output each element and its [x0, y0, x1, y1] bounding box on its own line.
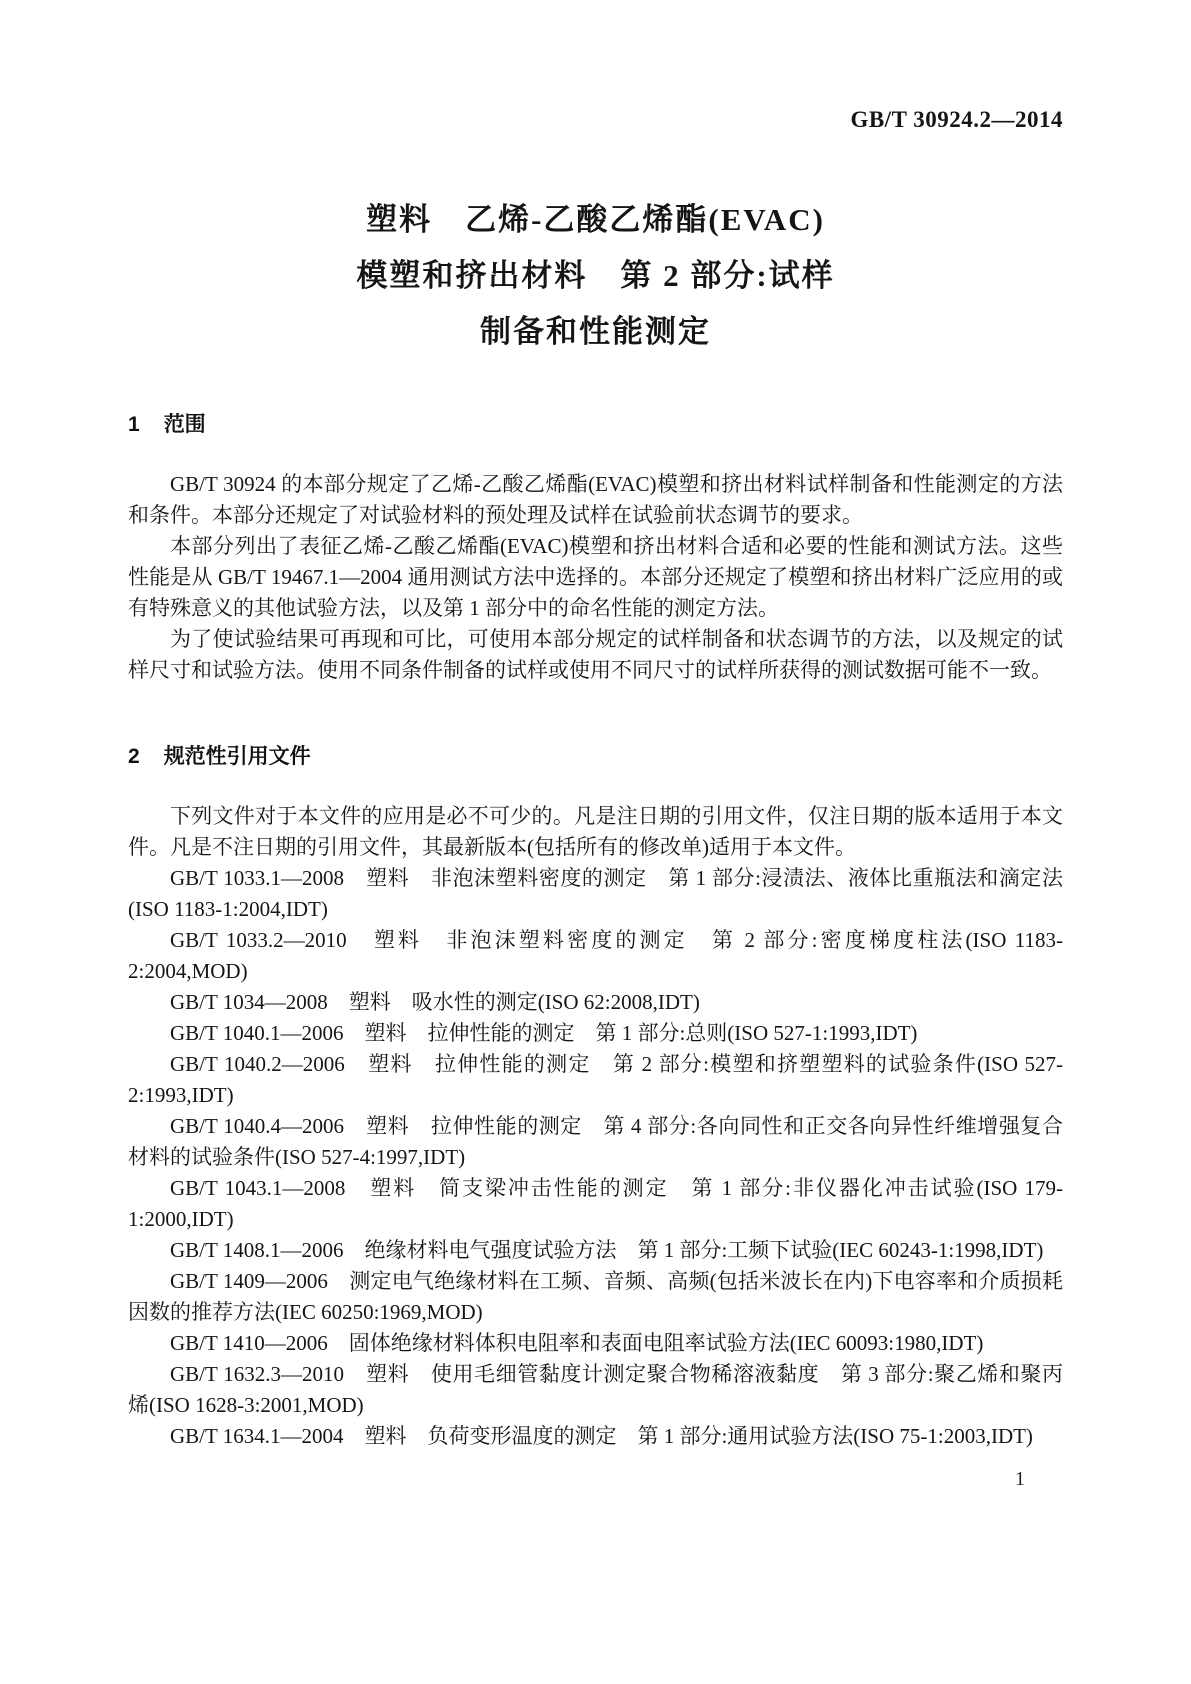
normative-reference: GB/T 1410—2006 固体绝缘材料体积电阻率和表面电阻率试验方法(IEC 60093:1980,IDT) — [170, 1331, 984, 1355]
section-2-intro-paragraph: 下列文件对于本文件的应用是必不可少的。凡是注日期的引用文件，仅注日期的版本适用于本文件。凡是不注日期的引用文件，其最新版本(包括所有的修改单)适用于本文件。 — [128, 804, 1063, 859]
section-2-number: 2 — [128, 745, 140, 768]
page-number: 1 — [1015, 1468, 1025, 1490]
section-1-paragraph: 本部分列出了表征乙烯-乙酸乙烯酯(EVAC)模塑和挤出材料合适和必要的性能和测试方法。这些性能是从 GB/T 19467.1—2004 通用测试方法中选择的。本部分还规定了模塑和挤出材料广泛应用的或有特殊意义的其他试验方法，以及第 1 部分中的命名性能的测定方法。 — [128, 534, 1063, 620]
section-1-number: 1 — [128, 413, 140, 436]
normative-reference: GB/T 1034—2008 塑料 吸水性的测定(ISO 62:2008,IDT) — [170, 990, 700, 1014]
normative-reference: GB/T 1409—2006 测定电气绝缘材料在工频、音频、高频(包括米波长在内)下电容率和介质损耗因数的推荐方法(IEC 60250:1969,MOD) — [128, 1269, 1063, 1324]
normative-reference: GB/T 1033.1—2008 塑料 非泡沫塑料密度的测定 第 1 部分:浸渍法、液体比重瓶法和滴定法(ISO 1183-1:2004,IDT) — [128, 866, 1063, 921]
section-2-heading — [128, 742, 1063, 771]
title-line-3: 制备和性能测定 — [480, 314, 711, 349]
section-1-heading — [128, 410, 1063, 439]
title-line-2: 模塑和挤出材料 第 2 部分:试样 — [356, 258, 835, 293]
section-2-label: 规范性引用文件 — [163, 745, 311, 768]
standard-number-header: GB/T 30924.2—2014 — [850, 107, 1063, 132]
section-1-paragraph: GB/T 30924 的本部分规定了乙烯-乙酸乙烯酯(EVAC)模塑和挤出材料试样制备和性能测定的方法和条件。本部分还规定了对试验材料的预处理及试样在试验前状态调节的要求。 — [128, 472, 1063, 527]
normative-reference: GB/T 1408.1—2006 绝缘材料电气强度试验方法 第 1 部分:工频下试验(IEC 60243-1:1998,IDT) — [170, 1238, 1044, 1262]
section-1-paragraph: 为了使试验结果可再现和可比，可使用本部分规定的试样制备和状态调节的方法，以及规定的试样尺寸和试验方法。使用不同条件制备的试样或使用不同尺寸的试样所获得的测试数据可能不一致。 — [128, 627, 1063, 682]
normative-reference: GB/T 1632.3—2010 塑料 使用毛细管黏度计测定聚合物稀溶液黏度 第 3 部分:聚乙烯和聚丙烯(ISO 1628-3:2001,MOD) — [128, 1362, 1063, 1417]
normative-reference: GB/T 1043.1—2008 塑料 简支梁冲击性能的测定 第 1 部分:非仪器化冲击试验(ISO 179-1:2000,IDT) — [128, 1176, 1063, 1231]
normative-reference: GB/T 1040.4—2006 塑料 拉伸性能的测定 第 4 部分:各向同性和正交各向异性纤维增强复合材料的试验条件(ISO 527-4:1997,IDT) — [128, 1114, 1063, 1169]
section-1-label: 范围 — [163, 413, 206, 436]
normative-reference: GB/T 1033.2—2010 塑料 非泡沫塑料密度的测定 第 2 部分:密度梯度柱法(ISO 1183-2:2004,MOD) — [128, 928, 1063, 983]
normative-reference: GB/T 1634.1—2004 塑料 负荷变形温度的测定 第 1 部分:通用试验方法(ISO 75-1:2003,IDT) — [170, 1424, 1033, 1448]
document-title — [128, 192, 1063, 360]
normative-reference: GB/T 1040.1—2006 塑料 拉伸性能的测定 第 1 部分:总则(ISO 527-1:1993,IDT) — [170, 1021, 918, 1045]
normative-reference: GB/T 1040.2—2006 塑料 拉伸性能的测定 第 2 部分:模塑和挤塑塑料的试验条件(ISO 527-2:1993,IDT) — [128, 1052, 1063, 1107]
title-line-1: 塑料 乙烯-乙酸乙烯酯(EVAC) — [366, 202, 825, 237]
